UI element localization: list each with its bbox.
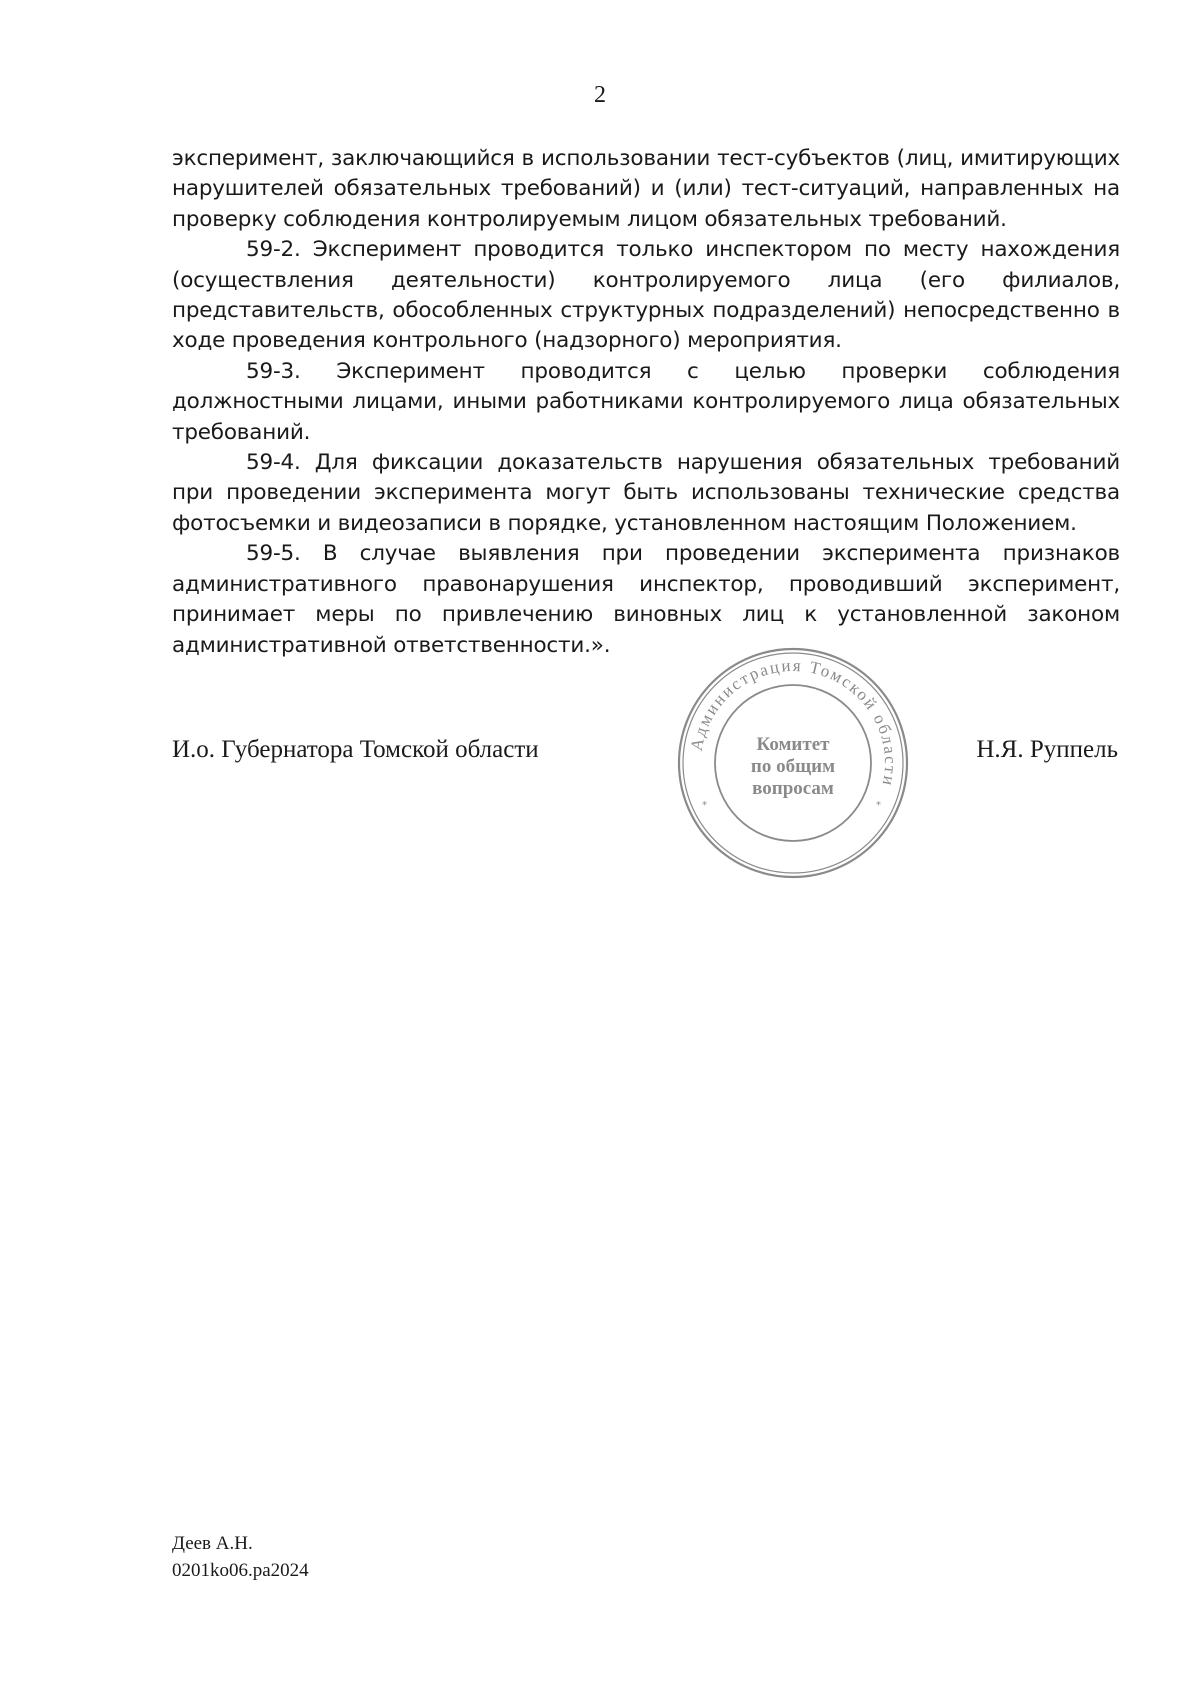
paragraph-continuation: эксперимент, заключающийся в использовании тест-субъектов (лиц, имитирующих нарушителей обязательных требований) и (или) тест-ситуаций, направленных на проверку соблюдения контролируемым лицом обязательных требований. <box>172 146 1120 232</box>
page-number: 2 <box>594 82 606 108</box>
stamp-line-3: вопросам <box>752 778 834 799</box>
stamp-line-1: Комитет <box>756 734 830 755</box>
paragraph-59-2: 59-2. Эксперимент проводится только инспектором по месту нахождения (осуществления деятельности) контролируемого лица (его филиалов, представительств, обособленных структурных подразделений) непосредственно в ходе проведения контрольного (надзорного) мероприятия. <box>172 237 1120 354</box>
stamp-line-2: по общим <box>750 756 836 777</box>
document-body <box>172 144 1120 661</box>
paragraph-59-4: 59-4. Для фиксации доказательств нарушения обязательных требований при проведении эксперимента могут быть использованы технические средства фотосъемки и видеозаписи в порядке, установленном настоящим Положением. <box>172 450 1120 536</box>
stamp-star-icon: * <box>876 800 881 811</box>
footer-code: 0201ko06.pa2024 <box>172 1560 309 1581</box>
official-stamp <box>676 646 910 880</box>
signature-name: Н.Я. Руппель <box>976 736 1118 763</box>
footer-author: Деев А.Н. <box>172 1533 253 1554</box>
stamp-star-icon: * <box>702 800 707 811</box>
paragraph-59-5: 59-5. В случае выявления при проведении эксперимента признаков административного правонарушения инспектор, проводивший эксперимент, принимает меры по привлечению виновных лиц к установленной законом административной ответственности.». <box>172 541 1120 658</box>
signature-title: И.о. Губернатора Томской области <box>172 736 539 763</box>
paragraph-59-3: 59-3. Эксперимент проводится с целью проверки соблюдения должностными лицами, иными работниками контролируемого лица обязательных требований. <box>172 358 1120 445</box>
stamp-ring-text: Администрация Томской области <box>686 655 901 789</box>
footer <box>172 1530 309 1584</box>
